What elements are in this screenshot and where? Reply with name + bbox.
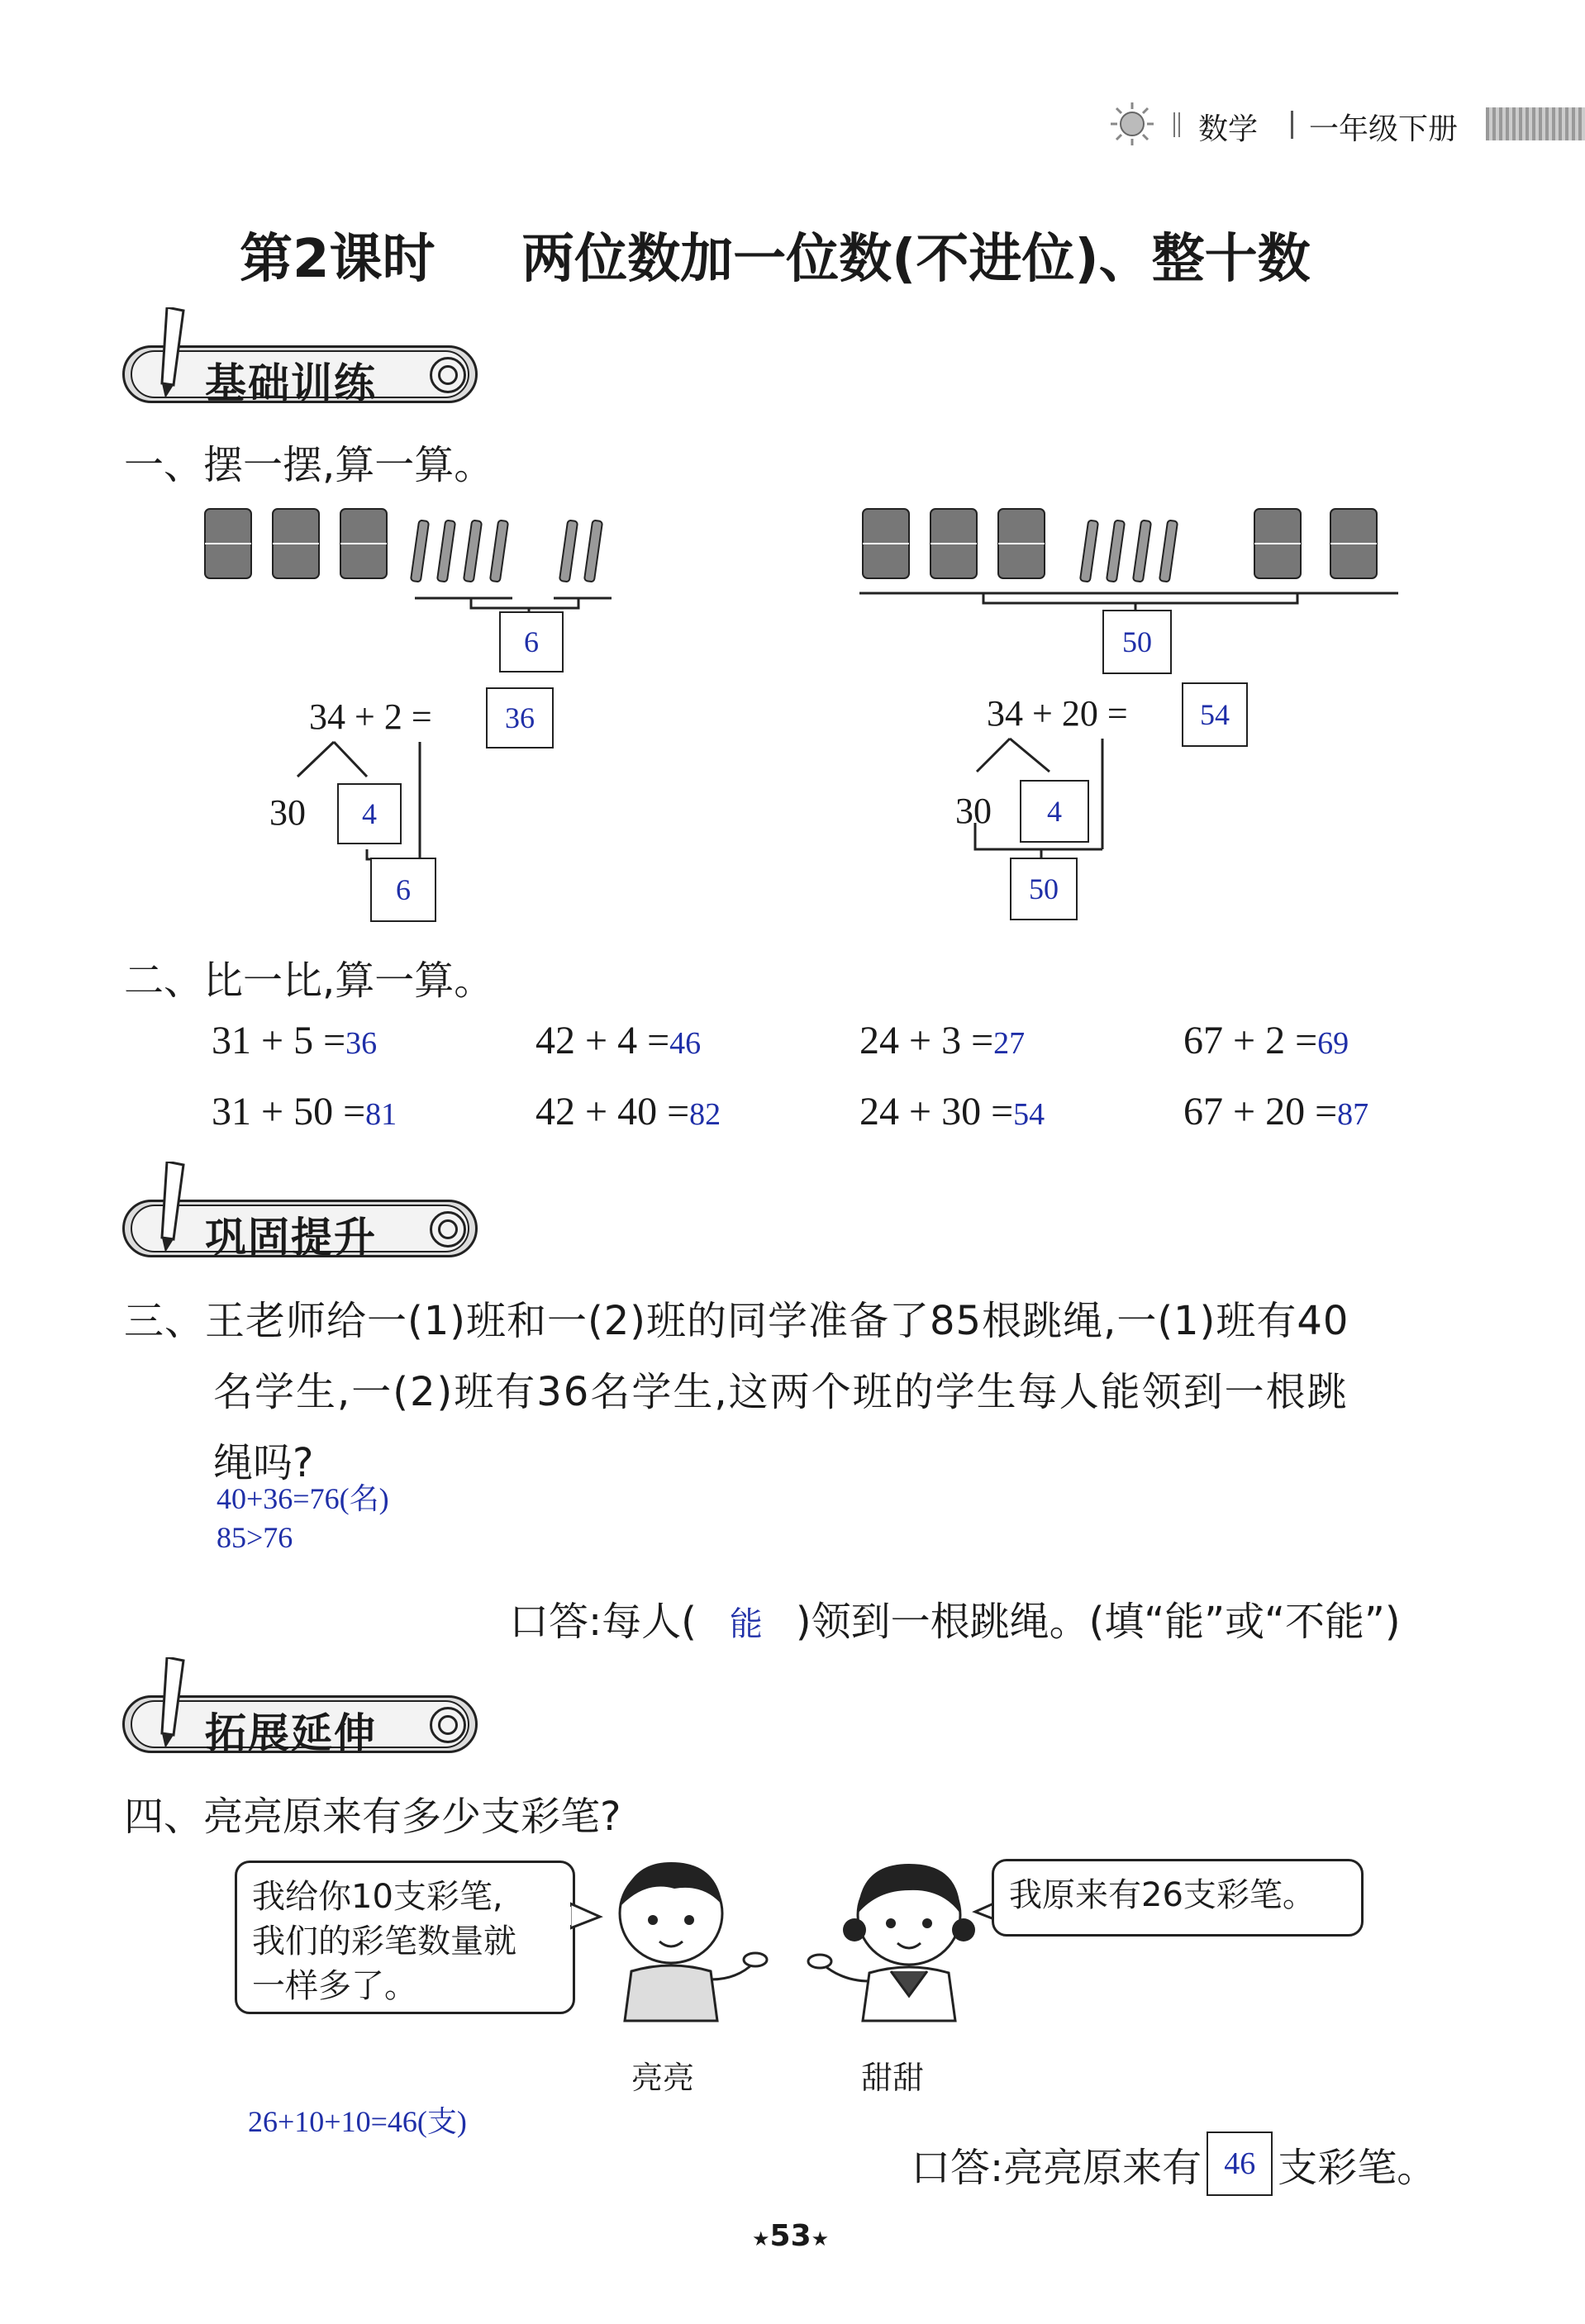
section-banner-extend [122,1689,478,1755]
q1-left-result-box[interactable]: 36 [486,687,554,749]
q1-left-equation: 34 + 2 = [309,696,432,737]
section-banner-basic [122,339,478,405]
q4-work: 26+10+10=46(支) [248,2105,467,2138]
q1-right-split-a: 30 [955,791,992,831]
lesson-topic: 两位数加一位数(不进位)、整十数 [521,229,1311,290]
lesson-label: 第2课时 [240,229,436,290]
q2-answer[interactable]: 87 [1337,1097,1369,1132]
pencil-icon [155,307,188,398]
q1-right-top-box[interactable]: 50 [1102,610,1172,674]
speech-bubble-girl: 我原来有26支彩笔。 [992,1859,1364,1937]
page-title [240,216,1311,292]
q1-left-top-box[interactable]: 6 [499,611,564,672]
speech-bubble-boy: 我给你10支彩笔, 我们的彩笔数量就 一样多了。 [235,1861,575,2014]
q2-row1-item: 24 + 3 =27 [859,1019,1026,1062]
stick-icon [411,520,602,582]
boy-illustration [588,1856,770,2029]
section-title-extend: 拓展延伸 [205,1709,377,1757]
q1-right-result-box[interactable]: 54 [1182,682,1248,747]
q2-row1-item: 42 + 4 =46 [535,1019,702,1062]
q2-row1-item: 31 + 5 =36 [212,1019,378,1062]
header-subject: 数学 [1198,112,1259,146]
name-girl: 甜甜 [861,2060,925,2096]
q2-row2-item: 24 + 30 =54 [859,1090,1045,1133]
sun-icon [1107,99,1157,149]
section-banner-consolidate [122,1193,478,1262]
q1-left-split-a: 30 [269,792,306,833]
section-title-consolidate: 巩固提升 [205,1214,377,1262]
q1-left-split-box[interactable]: 4 [337,783,402,844]
girl-illustration [802,1856,992,2029]
q1-right-bottom-box[interactable]: 50 [1010,858,1078,920]
q3-line2: 名学生,一(2)班有36名学生,这两个班的学生每人能领到一根跳 [213,1369,1349,1415]
pencil-icon [155,1162,188,1252]
q1-prompt: 一、摆一摆,算一算。 [124,442,494,488]
q1-left-sticks [198,496,645,603]
q2-row2-item: 67 + 20 =87 [1183,1090,1369,1133]
star-icon: ★ [811,2227,830,2250]
q2-prompt: 二、比一比,算一算。 [124,958,494,1004]
q1-right-equation: 34 + 20 = [987,693,1128,734]
q2-answer[interactable]: 82 [689,1097,721,1132]
q3-work-1: 40+36=76(名) [217,1482,389,1515]
q2-answer[interactable]: 69 [1317,1026,1349,1061]
q2-answer[interactable]: 46 [669,1026,702,1061]
q2-row2-item: 42 + 40 =82 [535,1090,721,1133]
q1-right-split-box[interactable]: 4 [1020,780,1089,843]
pencil-icon [155,1657,188,1748]
stick-icon [1080,520,1178,582]
q4-answer: 口答:亮亮原来有 46 支彩笔。 [911,2132,1436,2196]
header-bar [1107,99,1585,150]
q3-work-2: 85>76 [217,1521,293,1554]
q3-answer: 口答:每人( 能 )领到一根跳绳。(填“能”或“不能”) [509,1599,1401,1645]
name-boy: 亮亮 [631,2060,695,2096]
q4-answer-box[interactable]: 46 [1207,2132,1273,2196]
q2-row2-item: 31 + 50 =81 [212,1090,397,1133]
q3-answer-value[interactable]: 能 [729,1605,763,1642]
header-grade: 一年级下册 [1309,112,1459,146]
q2-answer[interactable]: 54 [1013,1097,1045,1132]
q1-left-bottom-box[interactable]: 6 [370,858,436,922]
q3-line3: 绳吗? [213,1440,314,1486]
star-icon: ★ [752,2227,770,2250]
q2-answer[interactable]: 27 [993,1026,1026,1061]
q2-answer[interactable]: 81 [365,1097,397,1132]
q2-answer[interactable]: 36 [345,1026,378,1061]
section-title-basic: 基础训练 [205,359,377,407]
page-number: ★53★ [752,2219,830,2253]
q2-row1-item: 67 + 2 =69 [1183,1019,1349,1062]
q3-line1: 三、王老师给一(1)班和一(2)班的同学准备了85根跳绳,一(1)班有40 [124,1298,1349,1344]
q4-prompt: 四、亮亮原来有多少支彩笔? [124,1794,621,1840]
